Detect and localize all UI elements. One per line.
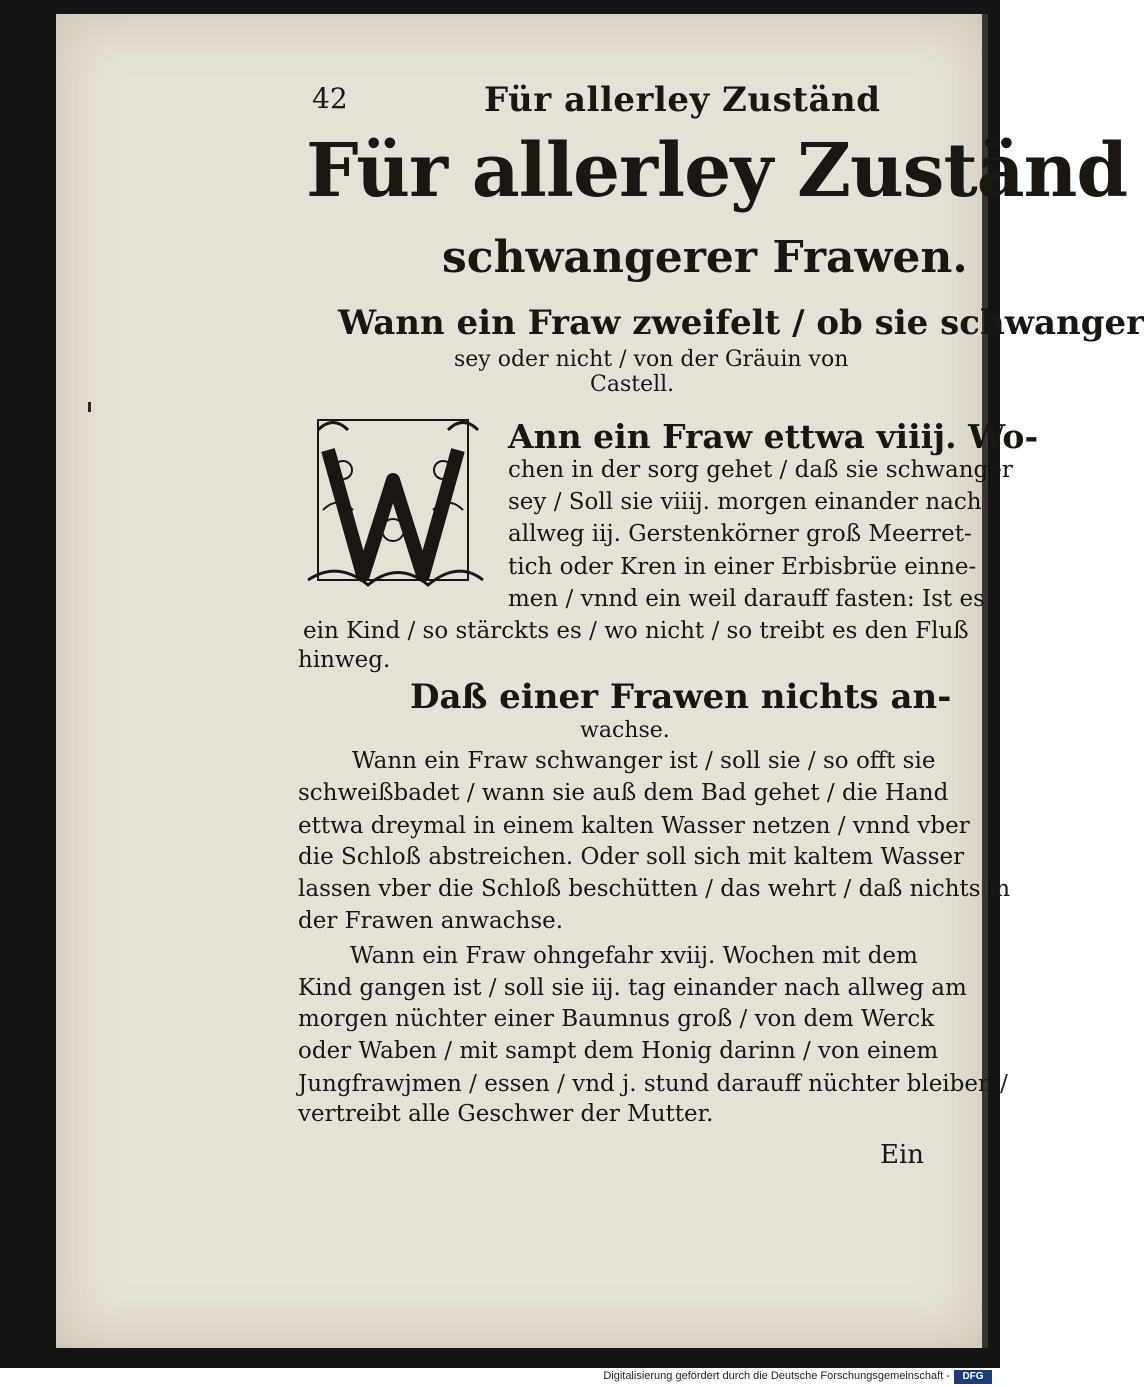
- paragraph-line: ettwa dreymal in einem kalten Wasser netzen / vnnd vber: [298, 813, 970, 839]
- paragraph-line: die Schloß abstreichen. Oder soll sich mit kaltem Wasser: [298, 844, 965, 870]
- paragraph-line: tich oder Kren in einer Erbisbrüe einne-: [508, 554, 977, 580]
- page-subtitle: schwangerer Frawen.: [442, 232, 968, 283]
- margin-mark: [88, 402, 91, 412]
- section-heading: Daß einer Frawen nichts an-: [410, 677, 952, 717]
- page-title: Für allerley Zuständ: [306, 128, 1128, 214]
- dfg-logo: DFG: [954, 1370, 992, 1384]
- section-heading-line: sey oder nicht / von der Gräuin von: [454, 347, 849, 372]
- paragraph-line: schweißbadet / wann sie auß dem Bad gehet / die Hand: [298, 780, 949, 806]
- catchword: Ein: [880, 1140, 925, 1170]
- paragraph-line: morgen nüchter einer Baumnus groß / von dem Werck: [298, 1006, 935, 1032]
- paragraph-line: Ann ein Fraw ettwa viiij. Wo-: [508, 417, 1039, 456]
- paragraph-line: allweg iij. Gerstenkörner groß Meerret-: [508, 521, 972, 547]
- paragraph-line: ein Kind / so stärckts es / wo nicht / so treibt es den Fluß: [303, 618, 969, 644]
- running-head: Für allerley Zuständ: [484, 80, 881, 120]
- paragraph-line: lassen vber die Schloß beschütten / das wehrt / daß nichts in: [298, 876, 1011, 902]
- paragraph-line: vertreibt alle Geschwer der Mutter.: [298, 1101, 714, 1127]
- section-heading-line: Castell.: [590, 372, 675, 397]
- initial-ornament-icon: [298, 410, 488, 600]
- paragraph-line: chen in der sorg gehet / daß sie schwanger: [508, 457, 1013, 483]
- page-edge: [982, 14, 988, 1348]
- paragraph-line: oder Waben / mit sampt dem Honig darinn / von einem: [298, 1038, 939, 1064]
- paragraph-line: Jungfrawjmen / essen / vnd j. stund darauff nüchter bleiben /: [298, 1071, 1008, 1097]
- footer-bar: [0, 1368, 1000, 1387]
- paragraph-line: men / vnnd ein weil darauff fasten: Ist es: [508, 586, 985, 612]
- paragraph-line: hinweg.: [298, 647, 391, 673]
- footer-credit: Digitalisierung gefördert durch die Deutsche Forschungsgemeinschaft -: [603, 1370, 950, 1382]
- paragraph-line: der Frawen anwachse.: [298, 908, 564, 934]
- page-number: 42: [312, 82, 348, 115]
- paragraph-line: Wann ein Fraw schwanger ist / soll sie / so offt sie: [352, 748, 936, 774]
- paragraph-line: Wann ein Fraw ohngefahr xviij. Wochen mit dem: [350, 943, 918, 969]
- section-heading-line: wachse.: [580, 718, 670, 743]
- paragraph-line: sey / Soll sie viiij. morgen einander nach: [508, 489, 982, 515]
- section-heading: Wann ein Fraw zweifelt / ob sie schwanger: [338, 303, 1144, 343]
- decorated-initial: [298, 410, 488, 600]
- paragraph-line: Kind gangen ist / soll sie iij. tag einander nach allweg am: [298, 975, 967, 1001]
